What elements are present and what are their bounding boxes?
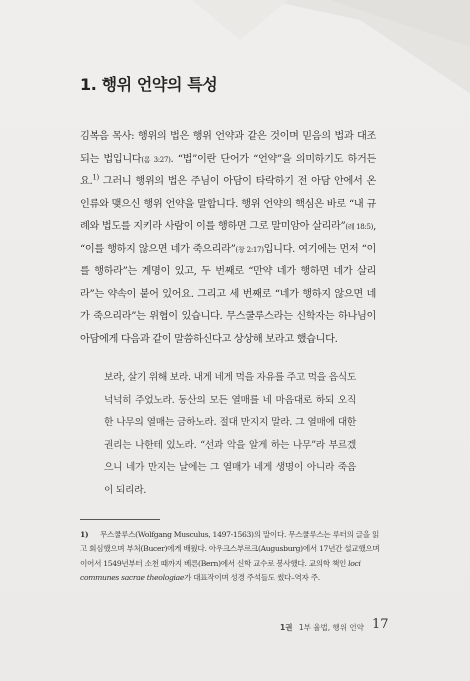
background-geometric-pattern (180, 0, 470, 110)
bible-reference: (레 18:5) (345, 223, 374, 231)
bible-reference: (롬 3:27) (141, 155, 171, 164)
body-text-part: , “이를 행하지 않으면 네가 죽으리라” (80, 221, 376, 255)
footnote-marker[interactable]: 1) (92, 173, 99, 182)
footnote-text: 무스쿨루스(Wolfgang Musculus, 1497-1563)의 말이다. 무스쿨루스는 루터의 글을 읽고 회심했으며 부처(Bucer)에게 배웠다. 아우크스부르크(Augusburg)에서 17년간 설교했으며 이어서 1549년부터 소천 때까지 베른(Bern)에서 신학 교수로 봉사했다. 교의학 책인 (80, 530, 380, 568)
body-text-part: 입니다. 여기에는 먼저 “이를 행하라”는 계명이 있고, 두 번째로 “만약 네가 행하면 네가 살리라”는 약속이 붙어 있어요. 그리고 세 번째로 “네가 행하지 않으면 네가 죽으리라”는 위협이 있습니다. 무스쿨루스라는 신학자는 하나님이 아담에게 다음과 같이 말씀하신다고 상상해 보라고 했습니다. (80, 243, 376, 345)
footnote-text: 가 대표작이며 성경 주석들도 썼다–역자 주. (184, 573, 320, 583)
footnote-number: 1) (80, 530, 89, 539)
body-text-part: 그러니 행위의 법은 주님이 아담이 타락하기 전 아담 안에서 온 인류와 맺으신 행위 언약을 말합니다. 행위 언약의 핵심은 바로 “내 규례와 법도를 지키라 사람이 이를 행하면 그로 말미암아 살리라” (80, 176, 376, 232)
body-text-part: 김복음 목사: 행위의 법은 행위 언약과 같은 것이며 믿음의 법과 대조되는 법입니다 (80, 131, 376, 165)
footer-volume: 1권 (280, 623, 293, 632)
bible-reference: (창 2:17) (235, 245, 264, 254)
page-number: 17 (372, 617, 389, 632)
body-paragraph (80, 126, 376, 351)
block-quote: 보라, 살기 위해 보라. 내게 네게 먹을 자유를 주고 먹을 음식도 넉넉히 주었노라. 동산의 모든 열매를 네 마음대로 하되 오직 한 나무의 열매는 금하노라. 절대 만지지 말라. 그 열매에 대한 권리는 나한테 있노라. “선과 악을 알게 하는 나무”라 부르겠으니 네가 만지는 날에는 그 열매가 네게 생명이 아니라 죽음이 되리라. (104, 372, 356, 496)
footnote (80, 528, 380, 586)
footnote-divider (80, 519, 160, 520)
footer-part-title: 1부 율법, 행위 언약 (298, 623, 364, 632)
body-text-part: . “법”이란 단어가 “언약”을 의미하기도 하거든요. (80, 153, 376, 187)
footnote-book-title: loci communes sacrae theologiae (80, 558, 361, 583)
section-heading: 1. 행위 언약의 특성 (80, 75, 218, 94)
